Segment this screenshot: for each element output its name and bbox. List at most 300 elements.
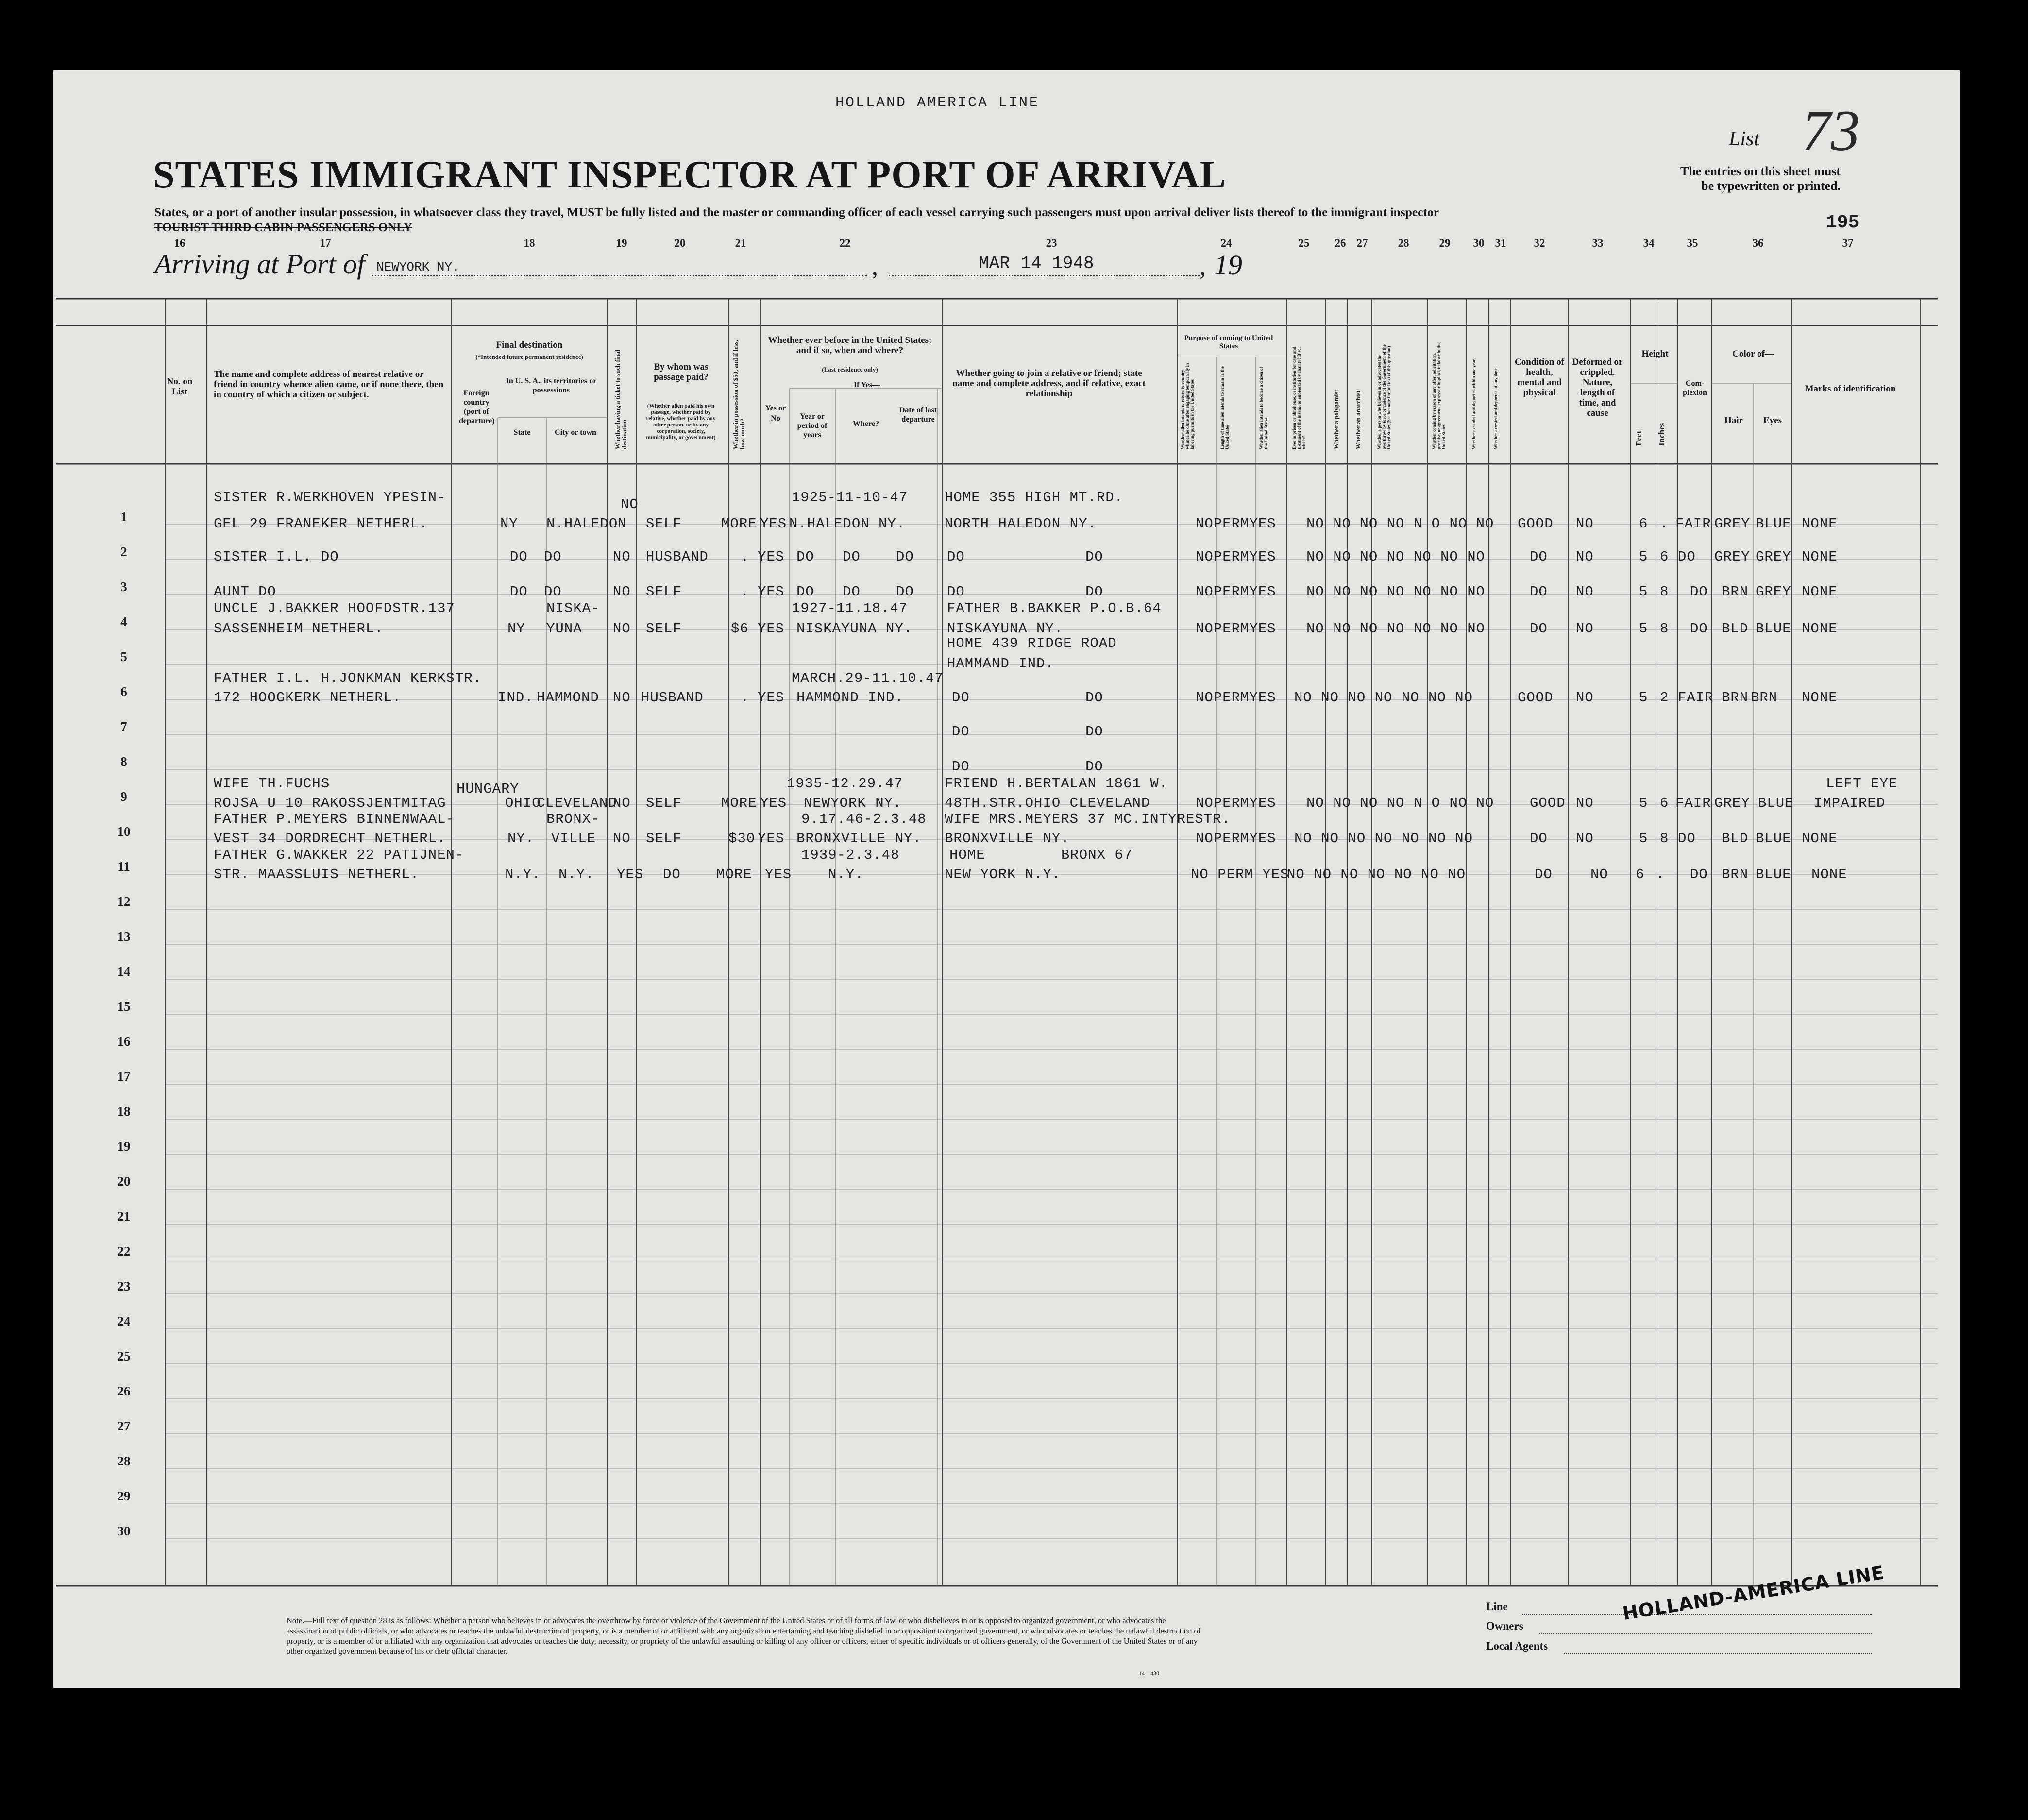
entry-been-before: YES <box>760 516 787 532</box>
header-joining-relative: Whether going to join a relative or friend; state name and complete address, and if relative, exact relationship <box>952 368 1146 399</box>
header-color-of: Color of— <box>1732 349 1774 359</box>
entry-money: MORE <box>721 516 757 532</box>
row-number: 25 <box>117 1349 131 1363</box>
entry-marks: IMPAIRED <box>1814 795 1886 811</box>
header-purpose-sub: Whether alien intends to become a citizen of the United States <box>1259 367 1268 449</box>
entry-joining: DO <box>952 690 970 706</box>
entry-years: MARCH.29-11.10.47 <box>792 670 944 686</box>
header-deformed: Deformed or crippled. Nature, length of time, and cause <box>1572 357 1623 418</box>
entry-eyes: BLUE <box>1756 831 1791 847</box>
entry-foreign-country: HUNGARY <box>456 781 519 797</box>
arriving-comma: , <box>1200 253 1206 281</box>
header-deported: Whether arrested and deported at any time <box>1493 368 1498 449</box>
entry-eyes: BLUE <box>1756 621 1791 637</box>
entry-paid-by: SELF <box>646 831 682 847</box>
column-number: 20 <box>674 237 686 249</box>
entry-where: NEWYORK NY. <box>804 795 902 811</box>
row-number: 22 <box>117 1244 131 1259</box>
entry-relative: FATHER I.L. H.JONKMAN KERKSTR. <box>214 670 482 686</box>
entry-where: NISKAYUNA NY. <box>796 621 913 637</box>
entry-joining: NEW YORK N.Y. <box>945 867 1061 883</box>
entry-complexion: DO <box>1678 549 1696 565</box>
entry-paid-by: SELF <box>646 621 682 637</box>
row-number: 2 <box>120 544 127 559</box>
row-number: 26 <box>117 1384 131 1398</box>
typewritten-note-line: The entries on this sheet must <box>1680 164 1841 178</box>
entry-years: DO <box>796 549 814 565</box>
column-number: 31 <box>1495 237 1506 249</box>
entry-years: 9.17.46-2.3.48 <box>801 811 927 827</box>
column-number: 34 <box>1643 237 1655 249</box>
entry-joining: DO <box>1085 549 1103 565</box>
entry-relative: SISTER R.WERKHOVEN YPESIN- <box>214 490 446 506</box>
entry-purpose: NOPERMYES <box>1196 584 1276 600</box>
arriving-date: MAR 14 1948 <box>979 254 1094 273</box>
entry-feet: 5 <box>1639 584 1648 600</box>
arriving-year-prefix: 19 <box>1214 249 1242 281</box>
column-number: 27 <box>1356 237 1368 249</box>
header-inches: Inches <box>1657 423 1666 446</box>
column-number: 35 <box>1687 237 1698 249</box>
entry-health: GOOD <box>1518 690 1554 706</box>
entry-ticket: NO <box>613 621 631 637</box>
entry-marks: NONE <box>1802 549 1838 565</box>
entry-money: MORE <box>721 795 757 811</box>
row-number: 7 <box>120 719 127 734</box>
arriving-label: Arriving at Port of <box>154 248 365 280</box>
entry-joining: BRONX 67 <box>1061 847 1133 863</box>
entry-where: N.HALEDON NY. <box>789 516 906 532</box>
entry-city: YUNA <box>546 621 582 637</box>
entry-city: N.Y. <box>558 867 594 883</box>
entry-eyes: GREY <box>1756 549 1791 565</box>
column-number: 21 <box>735 237 746 249</box>
entry-relative: 172 HOOGKERK NETHERL. <box>214 690 402 706</box>
header-eyes: Eyes <box>1763 415 1782 425</box>
entry-deformed: NO <box>1576 584 1594 600</box>
entry-city: DO <box>544 584 562 600</box>
entry-joining: WIFE MRS.MEYERS 37 MC.INTYRESTR. <box>945 811 1231 827</box>
entry-eyes: GREY <box>1756 584 1791 600</box>
entry-city: CLEVELAND <box>537 795 617 811</box>
entry-state: NY <box>507 621 525 637</box>
header-passage-paid-note: (Whether alien paid his own passage, whether paid by relative, whether paid by any other person, or by any corporation, society, municipality, or government) <box>646 403 716 441</box>
row-number: 5 <box>120 649 127 664</box>
row-number: 8 <box>120 754 127 769</box>
entry-eyes: BLUE <box>1758 795 1794 811</box>
entry-paid-by: SELF <box>646 516 682 532</box>
entry-joining: NISKAYUNA NY. <box>947 621 1064 637</box>
entry-inches: 8 <box>1660 584 1669 600</box>
entry-purpose: NOPERMYES <box>1196 831 1276 847</box>
entry-paid-by: SELF <box>646 795 682 811</box>
entry-hair: BLD <box>1722 831 1749 847</box>
column-number: 32 <box>1534 237 1545 249</box>
entry-health: DO <box>1530 584 1548 600</box>
header-hair: Hair <box>1724 415 1743 425</box>
entry-joining: HAMMAND IND. <box>947 656 1054 672</box>
entry-been-before: YES <box>758 621 785 637</box>
entry-inches: 8 <box>1660 621 1669 637</box>
line-underline <box>1522 1614 1872 1615</box>
entry-health: DO <box>1535 867 1553 883</box>
header-purpose-sub: Length of time alien intends to remain in the United States <box>1220 366 1230 449</box>
local-agents-underline <box>1564 1653 1872 1654</box>
local-agents-label: Local Agents <box>1486 1640 1548 1652</box>
header-year-period: Year or period of years <box>797 412 828 439</box>
entry-feet: 5 <box>1639 831 1648 847</box>
entry-joining: BRONXVILLE NY. <box>945 831 1070 847</box>
entry-answers: NO NO NO NO NO NO NO <box>1306 584 1486 600</box>
entry-ticket: NO <box>621 496 639 512</box>
header-marks: Marks of identification <box>1805 384 1896 394</box>
entry-joining: FRIEND H.BERTALAN 1861 W. <box>945 776 1168 792</box>
entry-complexion: FAIR <box>1675 795 1711 811</box>
entry-where: N.Y. <box>828 867 864 883</box>
entry-state: IND. <box>498 690 534 706</box>
header-condition: Condition of health, mental and physical <box>1515 357 1564 398</box>
entry-purpose: NO PERM YES <box>1191 867 1289 883</box>
entry-joining: DO <box>947 549 965 565</box>
entry-deformed: NO <box>1576 621 1594 637</box>
entry-joining: DO <box>947 584 965 600</box>
entry-answers: NO NO NO NO N O NO NO <box>1306 795 1494 811</box>
entry-health: DO <box>1530 549 1548 565</box>
entry-joining: HOME 439 RIDGE ROAD <box>947 635 1117 651</box>
column-number: 22 <box>839 237 851 249</box>
header-ever-before: Whether ever before in the United States; and if so, when and where? <box>768 335 932 356</box>
column-number: 17 <box>320 237 331 249</box>
row-number: 4 <box>120 614 127 629</box>
entry-feet: 5 <box>1639 621 1648 637</box>
entry-health: GOOD <box>1518 516 1554 532</box>
entry-relative: SASSENHEIM NETHERL. <box>214 621 384 637</box>
page-title: STATES IMMIGRANT INSPECTOR AT PORT OF ARRIVAL <box>153 153 1227 196</box>
owners-underline <box>1539 1633 1872 1634</box>
entry-relative: FATHER P.MEYERS BINNENWAAL- <box>214 811 455 827</box>
column-number: 25 <box>1298 237 1310 249</box>
column-number: 30 <box>1473 237 1485 249</box>
entry-feet: 6 <box>1636 867 1645 883</box>
entry-years: 1927-11.18.47 <box>792 600 908 616</box>
row-number: 9 <box>120 789 127 804</box>
entry-been-before: YES <box>758 584 785 600</box>
row-number: 6 <box>120 684 127 699</box>
entry-hair: GREY <box>1714 549 1750 565</box>
entry-purpose: NOPERMYES <box>1196 795 1276 811</box>
entry-departure: DO <box>896 549 914 565</box>
row-number: 16 <box>117 1034 131 1049</box>
row-number: 18 <box>117 1104 131 1119</box>
entry-ticket: NO <box>613 690 631 706</box>
entry-paid-by: SELF <box>646 584 682 600</box>
entry-city: NISKA- <box>546 600 600 616</box>
entry-ticket: NO <box>613 584 631 600</box>
row-number: 21 <box>117 1209 131 1224</box>
header-q28: Whether a person who believes in or advocates the overthrow by force or violence of the Government of the United States (See footnote for full text of this question) <box>1377 344 1391 449</box>
entry-ticket: YES <box>617 867 644 883</box>
entry-inches: 2 <box>1660 690 1669 706</box>
entry-answers: NO NO NO NO NO NO NO <box>1287 867 1466 883</box>
entry-feet: 6 <box>1639 516 1648 532</box>
row-number: 15 <box>117 999 131 1014</box>
entry-marks: NONE <box>1802 690 1838 706</box>
entry-state: OHIO <box>505 795 541 811</box>
entry-state: N.Y. <box>505 867 541 883</box>
header-city: City or town <box>555 428 596 437</box>
entry-deformed: NO <box>1576 549 1594 565</box>
entry-joining: DO <box>952 724 970 740</box>
entry-relative: ROJSA U 10 RAKOSSJENTMITAG <box>214 795 446 811</box>
entry-joining: HOME 355 HIGH MT.RD. <box>945 490 1124 506</box>
entry-relative: VEST 34 DORDRECHT NETHERL. <box>214 831 446 847</box>
entry-years: 1939-2.3.48 <box>801 847 900 863</box>
column-number: 28 <box>1398 237 1409 249</box>
entry-joining: DO <box>1085 690 1103 706</box>
entry-complexion: DO <box>1678 831 1696 847</box>
entry-eyes: BLUE <box>1756 867 1791 883</box>
row-number: 23 <box>117 1279 131 1293</box>
entry-deformed: NO <box>1576 690 1594 706</box>
header-where: Where? <box>853 420 879 428</box>
header-if-yes: If Yes— <box>853 381 880 389</box>
entry-relative: WIFE TH.FUCHS <box>214 776 330 792</box>
column-number: 19 <box>616 237 627 249</box>
list-number: 73 <box>1802 98 1860 163</box>
header-prison: Ever in prison or almshouse, or institution for care and treatment of the insane, or supported by charity? If so, which? <box>1292 346 1306 449</box>
entry-joining: DO <box>1085 724 1103 740</box>
header-excluded: Whether excluded and deported within one year <box>1471 359 1476 449</box>
entry-city: N.HALEDON <box>546 516 627 532</box>
entry-money: $6 <box>731 621 749 637</box>
header-last-residence: (Last residence only) <box>822 366 878 373</box>
column-number: 18 <box>524 237 535 249</box>
header-in-usa: In U. S. A., its territories or possessions <box>506 377 597 394</box>
entry-where: DO <box>843 584 861 600</box>
entry-health: DO <box>1530 621 1548 637</box>
header-purpose-sub: Whether alien intends to return to country whence he came after engaging temporarily in laboring pursuits in the United States <box>1180 363 1195 449</box>
entry-ticket: NO <box>613 795 631 811</box>
column-number: 23 <box>1046 237 1057 249</box>
header-yes-or-no: Yes or No <box>765 404 786 423</box>
column-number: 16 <box>174 237 186 249</box>
entry-inches: 6 <box>1660 795 1669 811</box>
header-nearest-relative: The name and complete address of nearest relative or friend in country whence alien came, or if none there, then in country of which a citizen or subject. <box>214 369 444 400</box>
entry-marks: NONE <box>1802 621 1838 637</box>
column-number: 33 <box>1592 237 1604 249</box>
entry-been-before: YES <box>758 831 785 847</box>
header-polygamist: Whether a polygamist <box>1333 390 1340 449</box>
row-number: 30 <box>117 1524 131 1538</box>
entry-been-before: YES <box>760 795 787 811</box>
row-number: 17 <box>117 1069 131 1084</box>
entry-hair: BRN <box>1722 584 1749 600</box>
entry-feet: 5 <box>1639 549 1648 565</box>
class-stamp: TOURIST THIRD CABIN PASSENGERS ONLY <box>154 221 412 234</box>
list-label: List <box>1729 128 1760 150</box>
entry-feet: 5 <box>1639 690 1648 706</box>
entry-deformed: NO <box>1590 867 1608 883</box>
row-number: 19 <box>117 1139 131 1154</box>
entry-eyes: BLUE <box>1756 516 1791 532</box>
entry-paid-by: DO <box>663 867 681 883</box>
header-ticket: Whether having a ticket to such final destination <box>614 350 628 449</box>
header-final-destination: Final destination <box>496 340 563 350</box>
column-number: 24 <box>1220 237 1232 249</box>
header-purpose: Purpose of coming to United States <box>1184 334 1273 350</box>
header-anarchist: Whether an anarchist <box>1354 391 1362 449</box>
form-code: 14—430 <box>1139 1670 1159 1677</box>
entry-joining: HOME <box>949 847 985 863</box>
entry-marks: NONE <box>1802 516 1838 532</box>
entry-years: DO <box>796 584 814 600</box>
entry-complexion: DO <box>1690 867 1708 883</box>
header-passage-paid: By whom was passage paid? <box>654 362 709 382</box>
entry-health: DO <box>1530 831 1548 847</box>
entry-relative: STR. MAASSLUIS NETHERL. <box>214 867 420 883</box>
entry-deformed: NO <box>1576 516 1594 532</box>
entry-state: DO <box>510 549 528 565</box>
arriving-comma: , <box>872 253 878 281</box>
entry-deformed: NO <box>1576 795 1594 811</box>
header-possession-50: Whether in possession of $50, and if less, how much? <box>732 340 746 449</box>
entry-joining: DO <box>952 759 970 775</box>
entry-hair: BRN <box>1722 690 1749 706</box>
entry-hair: GREY <box>1714 516 1750 532</box>
header-feet: Feet <box>1634 430 1643 446</box>
column-number: 26 <box>1335 237 1346 249</box>
entry-been-before: YES <box>758 549 785 565</box>
entry-relative: GEL 29 FRANEKER NETHERL. <box>214 516 428 532</box>
header-foreign-country: Foreign country (port of departure) <box>459 389 495 425</box>
header-state: State <box>513 428 531 437</box>
entry-complexion: DO <box>1690 621 1708 637</box>
row-number: 28 <box>117 1454 131 1468</box>
entry-paid-by: HUSBAND <box>646 549 709 565</box>
entry-feet: 5 <box>1639 795 1648 811</box>
entry-marks: LEFT EYE <box>1826 776 1898 792</box>
entry-city: HAMMOND <box>537 690 599 706</box>
entry-complexion: DO <box>1690 584 1708 600</box>
entry-joining: DO <box>1085 584 1103 600</box>
entry-money: $30 <box>728 831 756 847</box>
entry-inches: 6 <box>1660 549 1669 565</box>
row-number: 12 <box>117 894 131 909</box>
header-date-last-departure: Date of last departure <box>899 406 937 424</box>
entry-marks: NONE <box>1802 584 1838 600</box>
row-number: 13 <box>117 929 131 944</box>
arriving-port: NEWYORK NY. <box>376 260 460 274</box>
entry-ticket: NO <box>613 549 631 565</box>
entry-purpose: NOPERMYES <box>1196 549 1276 565</box>
entry-complexion: FAIR <box>1678 690 1714 706</box>
entry-purpose: NOPERMYES <box>1196 516 1276 532</box>
row-number: 10 <box>117 824 131 839</box>
entry-relative: AUNT DO <box>214 584 276 600</box>
entry-inches: 8 <box>1660 831 1669 847</box>
row-number: 20 <box>117 1174 131 1189</box>
entry-money: MORE <box>716 867 752 883</box>
entry-relative: UNCLE J.BAKKER HOOFDSTR.137 <box>214 600 455 616</box>
entry-hair: BRN <box>1722 867 1749 883</box>
row-number: 14 <box>117 964 131 979</box>
entry-deformed: NO <box>1576 831 1594 847</box>
header-complexion: Com- plexion <box>1683 379 1707 397</box>
owners-label: Owners <box>1486 1620 1523 1632</box>
entry-joining: 48TH.STR.OHIO CLEVELAND <box>945 795 1150 811</box>
company-stamp: HOLLAND-AMERICA LINE <box>1621 1562 1886 1624</box>
entry-departure: DO <box>896 584 914 600</box>
row-number: 27 <box>117 1419 131 1433</box>
entry-answers: NO NO NO NO NO NO NO <box>1294 831 1473 847</box>
entry-where: HAMMOND IND. <box>796 690 904 706</box>
entry-inches: . <box>1656 867 1665 883</box>
entry-answers: NO NO NO NO N O NO NO <box>1306 516 1494 532</box>
row-number: 11 <box>118 859 130 874</box>
entry-hair: BLD <box>1722 621 1749 637</box>
entry-answers: NO NO NO NO NO NO NO <box>1294 690 1473 706</box>
entry-marks: NONE <box>1811 867 1847 883</box>
entry-city: VILLE <box>551 831 596 847</box>
header-no-on-list: No. on List <box>167 376 193 397</box>
entry-purpose: NOPERMYES <box>1196 690 1276 706</box>
entry-state: DO <box>510 584 528 600</box>
instructions-text: States, or a port of another insular possession, in whatsoever class they travel, MUST be fully listed and the master or commanding officer of each vessel carrying such passengers must upon arrival deliver lists thereof to the immigrant inspector <box>154 205 1439 219</box>
typewritten-note-line: be typewritten or printed. <box>1701 179 1841 193</box>
entry-joining: DO <box>1085 759 1103 775</box>
company-header: HOLLAND AMERICA LINE <box>835 95 1040 111</box>
entry-hair: GREY <box>1714 795 1750 811</box>
entry-answers: NO NO NO NO NO NO NO <box>1306 549 1486 565</box>
row-number: 3 <box>120 579 127 594</box>
footnote: Note.—Full text of question 28 is as follows: Whether a person who believes in or advocates the overthrow by force or violence of the Government of the United States or of all forms of law, or who disbelieves in or is opposed to organized government, or who advocates the assassination of public officials, or who advocates or teaches the unlawful destruction of property, or is a member of or affiliated with any organization entertaining and teaching disbelief in or opposition to organized government, or who advocates or teaches the unlawful destruction of property, or is a member of or affiliated with any organization that advocates or teaches the duty, necessity, or propriety of the unlawful assaulting or killing of any officer or officers, either of specific individuals or of officers generally, of the Government of the United States or of any other organized government because of his or their official character. <box>287 1616 1201 1656</box>
entry-state: NY <box>500 516 518 532</box>
entry-where: DO <box>843 549 861 565</box>
entry-complexion: FAIR <box>1675 516 1711 532</box>
header-final-destination-note: (*Intended future permanent residence) <box>475 353 583 360</box>
entry-joining: FATHER B.BAKKER P.O.B.64 <box>947 600 1162 616</box>
entry-state: NY. <box>507 831 535 847</box>
entry-relative: FATHER G.WAKKER 22 PATIJNEN- <box>214 847 464 863</box>
header-height: Height <box>1641 349 1669 359</box>
entry-years: 1925-11-10-47 <box>792 490 908 506</box>
entry-purpose: NOPERMYES <box>1196 621 1276 637</box>
entry-city: BRONX- <box>546 811 600 827</box>
entry-been-before: YES <box>765 867 792 883</box>
entry-ticket: NO <box>613 831 631 847</box>
entry-money: . <box>741 549 750 565</box>
entry-paid-by: HUSBAND <box>641 690 704 706</box>
entry-money: . <box>741 584 750 600</box>
header-q29: Whether coming by reason of any offer, solicitation, promise, or agreement, express or implied, to labor in the United States <box>1432 342 1446 449</box>
row-number: 29 <box>117 1489 131 1503</box>
column-number: 36 <box>1752 237 1764 249</box>
entry-city: DO <box>544 549 562 565</box>
entry-eyes: BRN <box>1751 690 1778 706</box>
entry-relative: SISTER I.L. DO <box>214 549 339 565</box>
entry-joining: NORTH HALEDON NY. <box>945 516 1097 532</box>
entry-been-before: YES <box>758 690 785 706</box>
entry-answers: NO NO NO NO NO NO NO <box>1306 621 1486 637</box>
column-number: 37 <box>1842 237 1854 249</box>
entry-years: 1935-12.29.47 <box>787 776 903 792</box>
entry-health: GOOD <box>1530 795 1566 811</box>
entry-inches: . <box>1660 516 1669 532</box>
row-number: 1 <box>120 510 127 524</box>
entry-money: . <box>741 690 750 706</box>
sheet-number: 195 <box>1826 212 1859 233</box>
row-number: 24 <box>117 1314 131 1328</box>
